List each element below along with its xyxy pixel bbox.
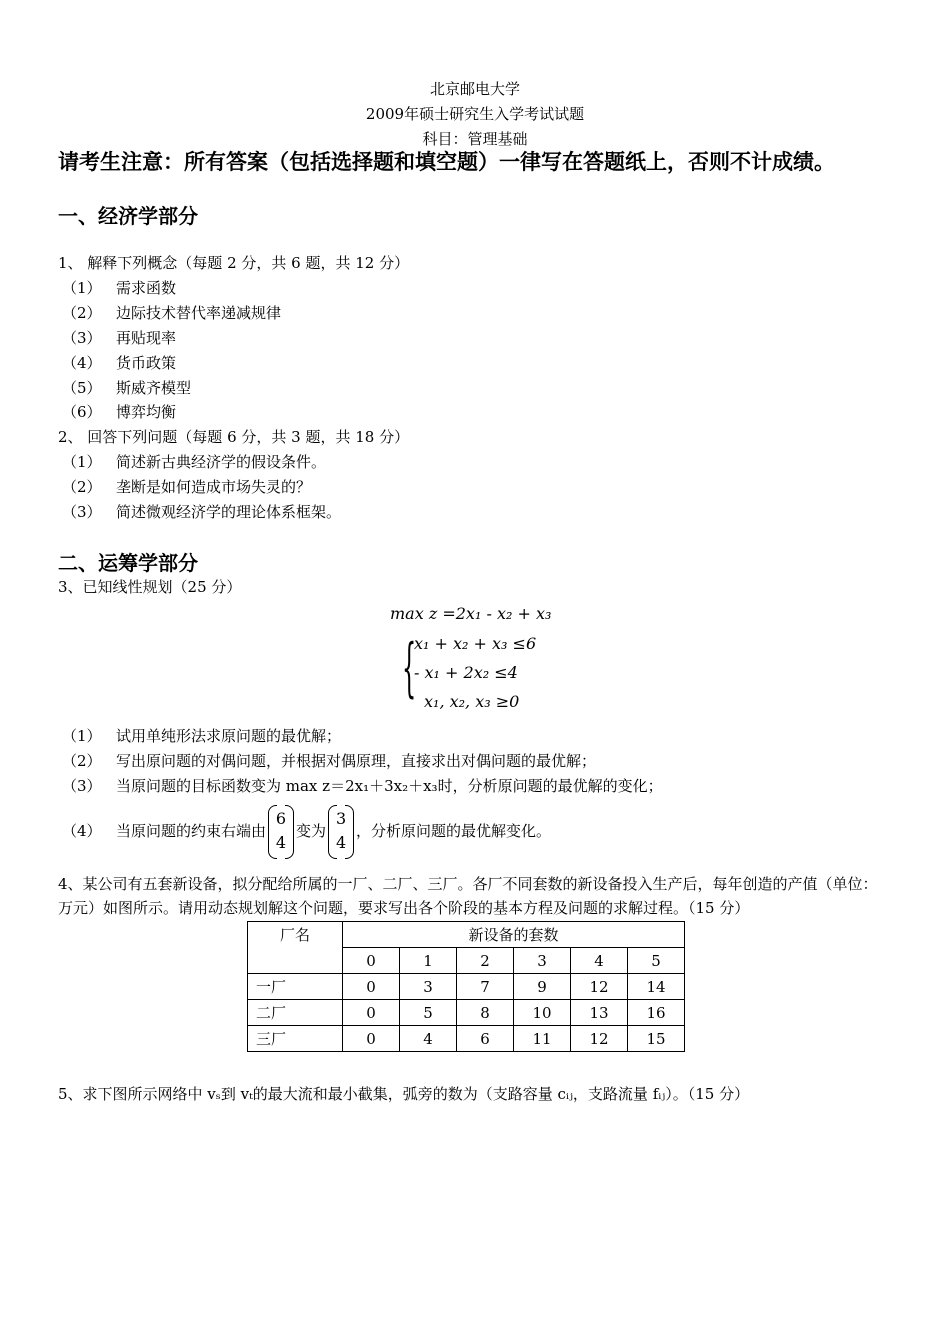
exam-title: 2009年硕士研究生入学考试试题	[365, 105, 585, 123]
table-cell: 5	[400, 1000, 457, 1026]
constraint-brace: {	[402, 631, 417, 705]
table-cell: 16	[628, 1000, 685, 1026]
row-label: 一厂	[248, 974, 343, 1000]
row-label: 二厂	[248, 1000, 343, 1026]
q1-item-6: （6） 博弈均衡	[62, 403, 177, 421]
lp-constraint-2: - x₁ + 2x₂ ≤4	[414, 663, 518, 682]
rhs-vector-original: 6 4	[268, 805, 294, 859]
table-cell: 14	[628, 974, 685, 1000]
table-cell: 8	[457, 1000, 514, 1026]
lp-constraint-3: x₁, x₂, x₃ ≥0	[424, 692, 520, 711]
rhs-vector-new: 3 4	[328, 805, 354, 859]
table-cell: 0	[343, 1026, 400, 1052]
table-cell: 13	[571, 1000, 628, 1026]
section-economics-title: 一、经济学部分	[58, 204, 198, 228]
question-3-title: 3、已知线性规划（25 分）	[58, 578, 242, 596]
column-header: 5	[628, 948, 685, 974]
question-4-title: 4、某公司有五套新设备，拟分配给所属的一厂、二厂、三厂。各厂不同套数的新设备投入生产后，每年创造的产值（单位：万元）如图所示。请用动态规划解这个问题，要求写出各个阶段的基本方程及问题的求解过程。（15 分）	[58, 875, 878, 917]
table-row	[248, 1000, 685, 1026]
q3-item-2: （2） 写出原问题的对偶问题，并根据对偶原理，直接求出对偶问题的最优解；	[62, 752, 597, 770]
subject-line: 科目：管理基础	[422, 130, 528, 148]
table-cell: 6	[457, 1026, 514, 1052]
school-name: 北京邮电大学	[429, 80, 520, 98]
q2-item-2: （2） 垄断是如何造成市场失灵的？	[62, 478, 312, 496]
row-label: 三厂	[248, 1026, 343, 1052]
table-cell: 9	[514, 974, 571, 1000]
q3-item-3: （3） 当原问题的目标函数变为 max z＝2x₁＋3x₂＋x₃时，分析原问题的最优解的变化；	[62, 777, 663, 795]
section-or-title: 二、运筹学部分	[58, 551, 198, 575]
table-cell: 3	[400, 974, 457, 1000]
column-header: 1	[400, 948, 457, 974]
table-row	[248, 1026, 685, 1052]
table-cell: 11	[514, 1026, 571, 1052]
lp-objective: max z =2x₁ - x₂ + x₃	[390, 604, 552, 623]
question-5-title: 5、求下图所示网络中 vₛ到 vₜ的最大流和最小截集，弧旁的数为（支路容量 cᵢⱼ，支路流量 fᵢⱼ）。（15 分）	[58, 1085, 750, 1103]
table-cell: 4	[400, 1026, 457, 1052]
q1-item-1: （1） 需求函数	[62, 279, 177, 297]
table-cell: 12	[571, 974, 628, 1000]
q1-item-4: （4） 货币政策	[62, 354, 177, 372]
lp-constraint-1: x₁ + x₂ + x₃ ≤6	[414, 634, 537, 653]
table-group-header: 新设备的套数	[343, 922, 685, 948]
table-cell: 10	[514, 1000, 571, 1026]
q2-item-1: （1） 简述新古典经济学的假设条件。	[62, 453, 327, 471]
q2-item-3: （3） 简述微观经济学的理论体系框架。	[62, 503, 342, 521]
equipment-value-table	[247, 921, 685, 1052]
question-2-title: 2、 回答下列问题（每题 6 分，共 3 题，共 18 分）	[58, 428, 410, 446]
table-corner-header: 厂名	[248, 922, 343, 974]
q1-item-3: （3） 再贴现率	[62, 329, 177, 347]
table-row	[248, 974, 685, 1000]
column-header: 0	[343, 948, 400, 974]
column-header: 3	[514, 948, 571, 974]
exam-notice: 请考生注意：所有答案（包括选择题和填空题）一律写在答题纸上，否则不计成绩。	[58, 150, 835, 174]
q1-item-2: （2） 边际技术替代率递减规律	[62, 304, 282, 322]
q3-item-4: （4） 当原问题的约束右端由 6 4 变为 3 4 ，分析原问题的最优解变化。	[62, 803, 551, 859]
table-cell: 15	[628, 1026, 685, 1052]
table-cell: 12	[571, 1026, 628, 1052]
table-cell: 0	[343, 974, 400, 1000]
column-header: 4	[571, 948, 628, 974]
table-cell: 0	[343, 1000, 400, 1026]
column-header: 2	[457, 948, 514, 974]
q1-item-5: （5） 斯威齐模型	[62, 379, 192, 397]
table-cell: 7	[457, 974, 514, 1000]
q3-item-1: （1） 试用单纯形法求原问题的最优解；	[62, 727, 342, 745]
question-1-title: 1、 解释下列概念（每题 2 分，共 6 题，共 12 分）	[58, 254, 410, 272]
